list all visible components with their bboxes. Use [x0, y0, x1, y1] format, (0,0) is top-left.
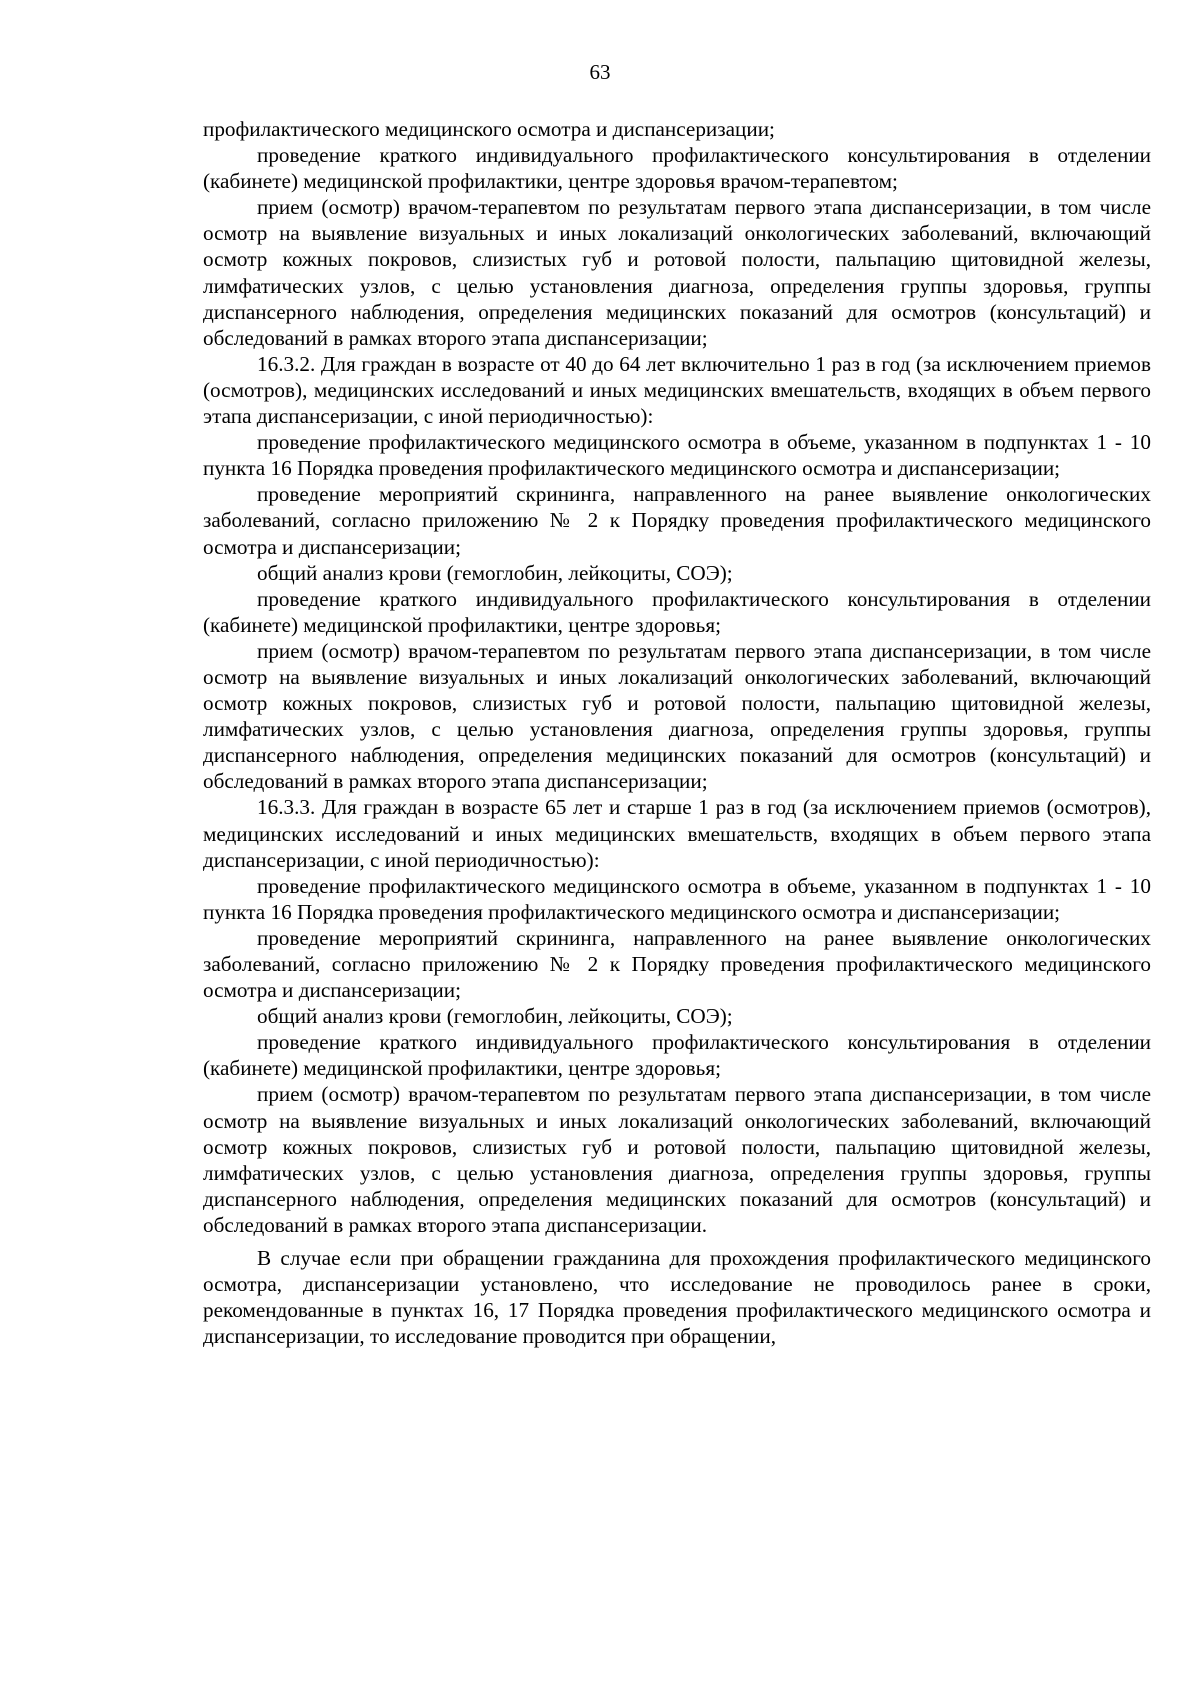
page-number: 63 [589, 60, 611, 84]
paragraph-therapist-exam: прием (осмотр) врачом-терапевтом по результатам первого этапа диспансеризации, в том числе осмотр на выявление визуальных и иных локализаций онкологических заболеваний, включающий осмотр кожных покровов, слизистых губ и ротовой полости, пальпацию щитовидной железы, лимфатических узлов, с целью установления диагноза, определения группы здоровья, группы диспансерного наблюдения, определения медицинских показаний для осмотров (консультаций) и обследований в рамках второго этапа диспансеризации; [203, 638, 1151, 794]
paragraph-therapist-exam: прием (осмотр) врачом-терапевтом по результатам первого этапа диспансеризации, в том числе осмотр на выявление визуальных и иных локализаций онкологических заболеваний, включающий осмотр кожных покровов, слизистых губ и ротовой полости, пальпацию щитовидной железы, лимфатических узлов, с целью установления диагноза, определения группы здоровья, группы диспансерного наблюдения, определения медицинских показаний для осмотров (консультаций) и обследований в рамках второго этапа диспансеризации; [203, 195, 1151, 350]
paragraph-screening: проведение мероприятий скрининга, направленного на ранее выявление онкологических заболеваний, согласно приложению № 2 к Порядку проведения профилактического медицинского осмотра и диспансеризации; [203, 482, 1151, 559]
paragraph-therapist-exam: прием (осмотр) врачом-терапевтом по результатам первого этапа диспансеризации, в том числе осмотр на выявление визуальных и иных локализаций онкологических заболеваний, включающий осмотр кожных покровов, слизистых губ и ротовой полости, пальпацию щитовидной железы, лимфатических узлов, с целью установления диагноза, определения группы здоровья, группы диспансерного наблюдения, определения медицинских показаний для осмотров (консультаций) и обследований в рамках второго этапа диспансеризации. [203, 1082, 1151, 1237]
paragraph-missed-study-note: В случае если при обращении гражданина для прохождения профилактического медицинского осмотра, диспансеризации установлено, что исследование не проводилось ранее в сроки, рекомендованные в пунктах 16, 17 Порядка проведения профилактического медицинского осмотра и диспансеризации, то исследование проводится при обращении, [203, 1246, 1151, 1349]
paragraph-preventive-exam: проведение профилактического медицинского осмотра в объеме, указанном в подпунктах 1 - 10 пункта 16 Порядка проведения профилактического медицинского осмотра и диспансеризации; [203, 430, 1151, 481]
paragraph-continuation: профилактического медицинского осмотра и диспансеризации; [203, 117, 775, 141]
paragraph-clause-16-3-2: 16.3.2. Для граждан в возрасте от 40 до 64 лет включительно 1 раз в год (за исключением приемов (осмотров), медицинских исследований и иных медицинских вмешательств, входящих в объем первого этапа диспансеризации, с иной периодичностью): [203, 351, 1151, 429]
paragraph-blood-test: общий анализ крови (гемоглобин, лейкоциты, СОЭ); [257, 560, 733, 585]
paragraph-preventive-exam: проведение профилактического медицинского осмотра в объеме, указанном в подпунктах 1 - 10 пункта 16 Порядка проведения профилактического медицинского осмотра и диспансеризации; [203, 873, 1151, 924]
paragraph-brief-counseling: проведение краткого индивидуального профилактического консультирования в отделении (кабинете) медицинской профилактики, центре здоровья; [203, 1030, 1151, 1081]
paragraph-brief-counseling: проведение краткого индивидуального профилактического консультирования в отделении (кабинете) медицинской профилактики, центре здоровья врачом-терапевтом; [203, 143, 1151, 194]
paragraph-screening: проведение мероприятий скрининга, направленного на ранее выявление онкологических заболеваний, согласно приложению № 2 к Порядку проведения профилактического медицинского осмотра и диспансеризации; [203, 925, 1151, 1003]
paragraph-clause-16-3-3: 16.3.3. Для граждан в возрасте 65 лет и старше 1 раз в год (за исключением приемов (осмотров), медицинских исследований и иных медицинских вмешательств, входящих в объем первого этапа диспансеризации, с иной периодичностью): [203, 795, 1151, 872]
document-body [203, 116, 1151, 1349]
paragraph-brief-counseling: проведение краткого индивидуального профилактического консультирования в отделении (кабинете) медицинской профилактики, центре здоровья; [203, 586, 1151, 637]
paragraph-blood-test: общий анализ крови (гемоглобин, лейкоциты, СОЭ); [257, 1004, 733, 1029]
